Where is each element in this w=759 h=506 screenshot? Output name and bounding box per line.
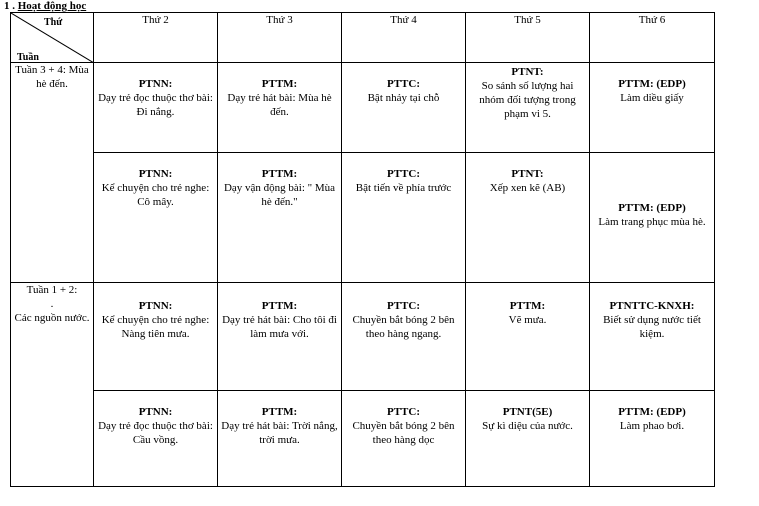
activity-cell	[466, 153, 590, 283]
activity-desc: Dạy trẻ hát bài: Cho tôi đi làm mưa với.	[222, 314, 337, 340]
activity-cell	[218, 283, 342, 391]
table-row	[11, 63, 715, 153]
activity-title: PTNT:	[511, 66, 544, 78]
week-topic: Các nguồn nước.	[14, 312, 90, 324]
activity-cell	[342, 391, 466, 487]
activity-cell	[94, 283, 218, 391]
activity-title: PTNN:	[138, 406, 173, 418]
activity-desc: Dạy trẻ hát bài: Mùa hè đến.	[227, 92, 332, 118]
activity-cell	[342, 153, 466, 283]
week-axis-label: Tuần	[17, 52, 39, 63]
table-row	[11, 153, 715, 283]
day-header-thu: Thứ 5	[466, 13, 590, 63]
activity-cell	[466, 391, 590, 487]
activity-desc: Vẽ mưa.	[508, 314, 547, 326]
activity-desc: Làm trang phục mùa hè.	[598, 216, 706, 228]
activity-desc: Dạy trẻ hát bài: Trời nắng, trời mưa.	[221, 420, 338, 446]
table-row	[11, 391, 715, 487]
activity-desc: So sánh số lượng hai nhóm đối tượng trong phạm vi 5.	[479, 80, 576, 120]
activity-title: PTTC:	[387, 300, 420, 312]
day-header-fri: Thứ 6	[590, 13, 715, 63]
week-label: Tuần 3 + 4: Mùa hè đến.	[15, 64, 89, 90]
activity-title: PTNN:	[138, 300, 173, 312]
activity-cell	[218, 153, 342, 283]
activity-cell	[466, 283, 590, 391]
activity-title: PTNT:	[511, 168, 544, 180]
activity-desc: Dạy vận động bài: " Mùa hè đến."	[223, 182, 336, 208]
activity-cell	[218, 63, 342, 153]
day-header-mon: Thứ 2	[94, 13, 218, 63]
activity-title: PTTM: (EDP)	[618, 78, 686, 90]
activity-cell	[94, 153, 218, 283]
week-label-cell	[11, 283, 94, 487]
activity-desc: Dạy trẻ đọc thuộc thơ bài: Đi nắng.	[98, 92, 213, 118]
activity-title: PTTM:	[261, 406, 298, 418]
schedule-table	[10, 12, 715, 487]
activity-title: PTNN:	[138, 78, 173, 90]
activity-title: PTNT(5E)	[502, 406, 553, 418]
week-label: Tuần 1 + 2:	[26, 284, 78, 296]
activity-title: PTTM: (EDP)	[618, 202, 686, 214]
activity-cell	[218, 391, 342, 487]
week-label-dot: .	[50, 298, 54, 310]
week-label-cell	[11, 63, 94, 283]
activity-desc: Sự kì diệu của nước.	[482, 420, 573, 432]
activity-title: PTNTTC-KNXH:	[609, 300, 695, 312]
activity-title: PTTM:	[261, 168, 298, 180]
activity-title: PTTM:	[509, 300, 546, 312]
table-row	[11, 283, 715, 391]
activity-desc: Kể chuyện cho trẻ nghe: Cô mây.	[101, 182, 210, 208]
activity-cell	[590, 63, 715, 153]
activity-title: PTNN:	[138, 168, 173, 180]
activity-desc: Chuyền bắt bóng 2 bên theo hàng ngang.	[352, 314, 455, 340]
activity-title: PTTM:	[261, 78, 298, 90]
activity-cell	[94, 63, 218, 153]
activity-cell	[590, 391, 715, 487]
activity-cell	[94, 391, 218, 487]
activity-desc: Làm phao bơi.	[619, 420, 685, 432]
activity-title: PTTM: (EDP)	[618, 406, 686, 418]
activity-cell	[342, 63, 466, 153]
activity-cell	[590, 153, 715, 283]
corner-cell	[11, 13, 94, 63]
activity-desc: Dạy trẻ đọc thuộc thơ bài: Cầu vồng.	[98, 420, 213, 446]
section-number: 1 .	[4, 0, 15, 12]
activity-cell	[590, 283, 715, 391]
activity-desc: Bật tiến về phía trước	[355, 182, 452, 194]
activity-title: PTTC:	[387, 406, 420, 418]
activity-desc: Biết sử dụng nước tiết kiệm.	[603, 314, 701, 340]
activity-desc: Kể chuyện cho trẻ nghe: Nàng tiên mưa.	[101, 314, 210, 340]
day-header-tue: Thứ 3	[218, 13, 342, 63]
day-axis-label: Thứ	[44, 17, 63, 28]
activity-desc: Bật nhảy tại chỗ	[367, 92, 440, 104]
activity-title: PTTC:	[387, 168, 420, 180]
activity-cell	[342, 283, 466, 391]
activity-desc: Chuyền bắt bóng 2 bên theo hàng dọc	[352, 420, 455, 446]
activity-desc: Làm diều giấy	[620, 92, 684, 104]
activity-title: PTTC:	[387, 78, 420, 90]
activity-desc: Xếp xen kẽ (AB)	[489, 182, 566, 194]
activity-cell	[466, 63, 590, 153]
day-header-wed: Thứ 4	[342, 13, 466, 63]
activity-title: PTTM:	[261, 300, 298, 312]
section-title: Hoạt động học	[17, 0, 87, 12]
header-row	[11, 13, 715, 63]
